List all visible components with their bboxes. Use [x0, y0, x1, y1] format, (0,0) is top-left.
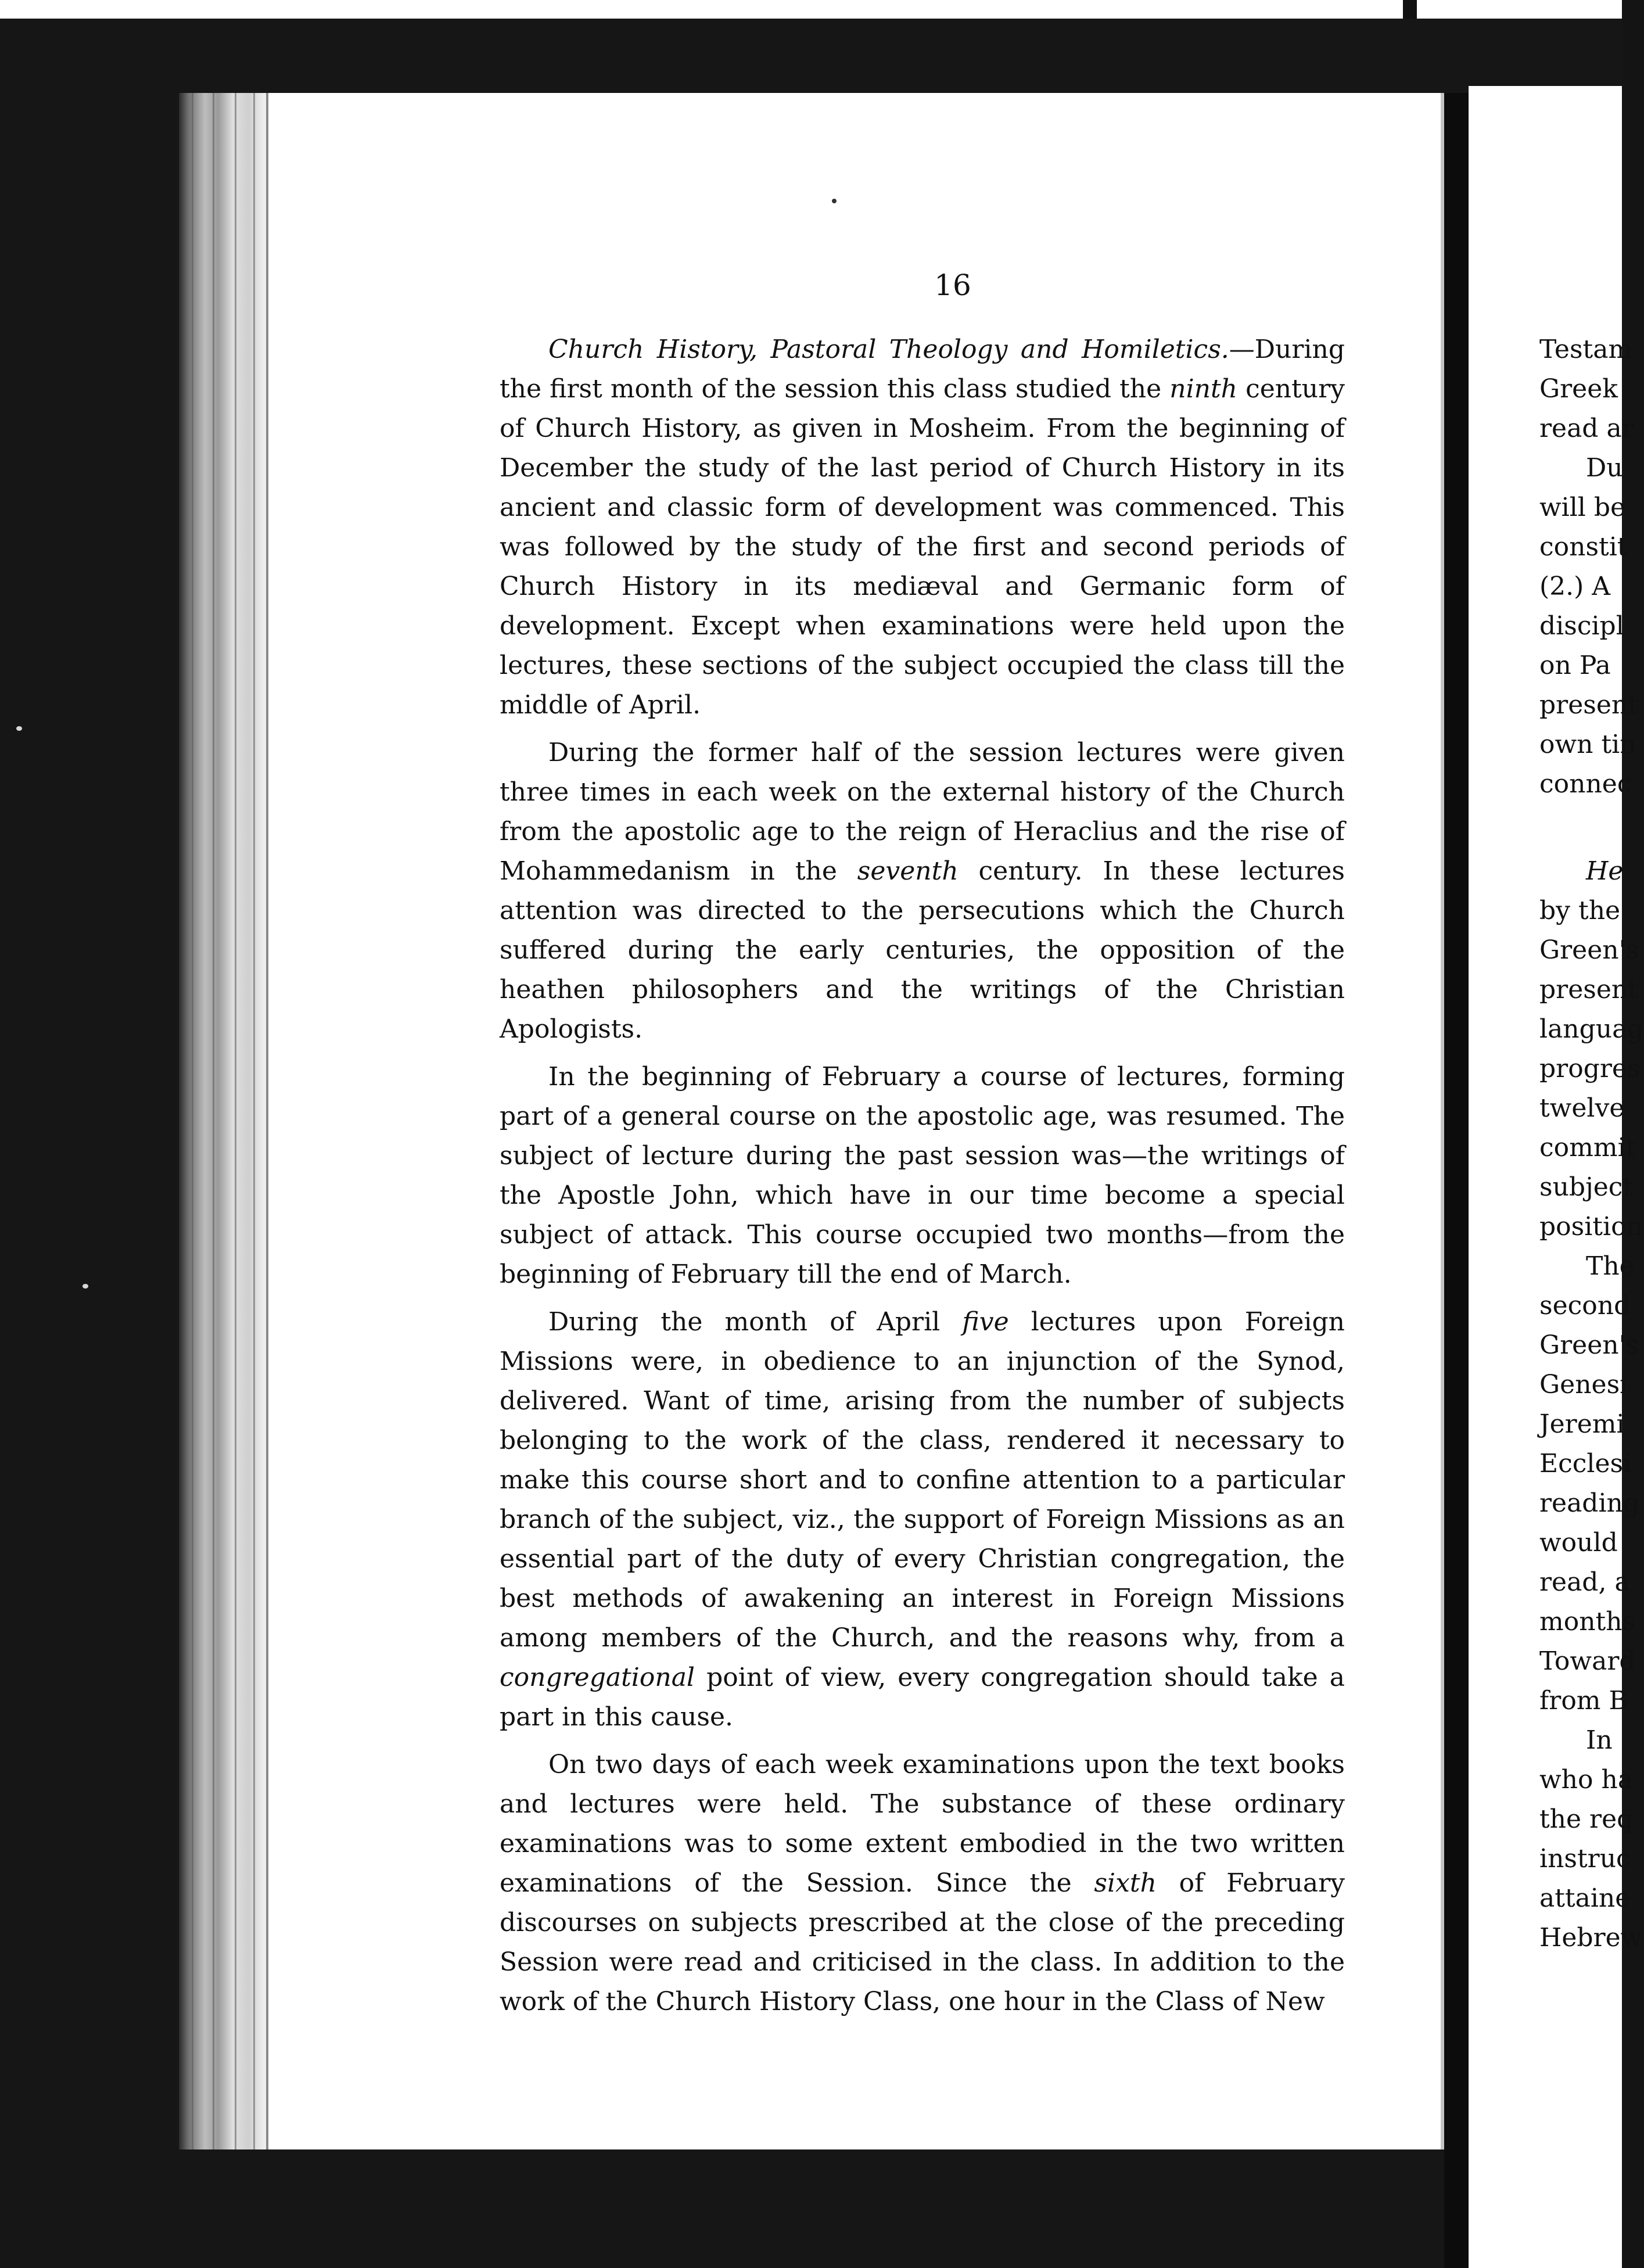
facing-line: The — [1586, 1251, 1635, 1281]
facing-line: connec — [1539, 769, 1632, 799]
stacked-page-edges — [179, 93, 266, 2149]
facing-line: months — [1539, 1607, 1636, 1637]
page-edge-ridge — [235, 93, 236, 2149]
facing-line: Toward — [1539, 1646, 1636, 1676]
scan-speck — [82, 1284, 88, 1289]
facing-line: Green's — [1539, 1330, 1639, 1360]
facing-line: Greek — [1539, 374, 1618, 404]
facing-line: discipl — [1539, 611, 1624, 641]
facing-line: subject — [1539, 1172, 1634, 1202]
emphasis-seventh: seventh — [857, 856, 959, 886]
facing-line: Testam — [1539, 335, 1633, 364]
paragraph-examinations — [500, 1745, 1345, 2022]
facing-line: Green's — [1539, 935, 1639, 965]
facing-line: present — [1539, 975, 1638, 1004]
facing-line: reading — [1539, 1488, 1640, 1518]
paragraph-foreign-missions — [500, 1302, 1345, 1737]
page-edge-ridge — [192, 93, 193, 2149]
text-run: century of Church History, as given in Mosheim. From the beginning of December the study of the last period of Church History in its ancient and classic form of development was commenced. This was followed by the study of the first and second periods of Church History in its mediæval and Germanic form of development. Except when examinations were held upon the lectures, these sections of the subject occupied the class till the middle of April. — [500, 374, 1345, 720]
facing-line: Jeremi — [1539, 1409, 1625, 1439]
text-run: During the month of April — [548, 1307, 963, 1337]
facing-line: He — [1586, 856, 1624, 886]
facing-line: who ha — [1539, 1765, 1634, 1795]
page-edge-ridge — [253, 93, 255, 2149]
paragraph-lectures-former-half — [500, 733, 1345, 1049]
facing-line: (2.) A — [1539, 572, 1611, 601]
page-number: 16 — [934, 268, 971, 302]
facing-line: instruc — [1539, 1844, 1631, 1874]
facing-line: by the — [1539, 896, 1621, 925]
facing-line: commit — [1539, 1133, 1636, 1162]
scan-speck — [832, 199, 837, 203]
facing-line: from B — [1539, 1686, 1628, 1716]
facing-line: Genesi — [1539, 1370, 1628, 1399]
emphasis-congregational: congregational — [500, 1663, 695, 1692]
facing-page-text — [1539, 330, 1644, 1958]
facing-line: read, a — [1539, 1567, 1630, 1597]
text-run: of February discourses on subjects prescribed at the close of the preceding Session were read and criticised in the class. In addition to the work of the Church History Class, one hour in the Class of New — [500, 1868, 1345, 2016]
facing-line: twelve — [1539, 1093, 1625, 1123]
facing-line: Ecclesi — [1539, 1449, 1632, 1478]
facing-line: languag — [1539, 1014, 1644, 1044]
text-run: lectures upon Foreign Missions were, in obedience to an injunction of the Synod, delivered. Want of time, arising from the number of subjects belonging to the work of the class, rendered it necessary to make this course short and to confine attention to a particular branch of the subject, viz., the support of Foreign Missions as an essential part of the duty of every Christian congregation, the best methods of awakening an interest in Foreign Missions among members of the Church, and the reasons why, from a — [500, 1307, 1345, 1653]
facing-line: the req — [1539, 1804, 1634, 1834]
text-run: On two days of each week examinations upon the text books and lectures were held. The substance of these ordinary examinations was to some extent embodied in the two written examinations of the Session. Since the — [500, 1750, 1345, 1898]
main-text-block — [500, 330, 1345, 2022]
emphasis-five: five — [962, 1307, 1009, 1337]
text-run: century. In these lectures attention was directed to the persecutions which the Church suffered during the early centuries, the opposition of the heathen philosophers and the writings of the Christian Apologists. — [500, 856, 1345, 1044]
facing-line: on Pa — [1539, 651, 1611, 680]
facing-line: own tin — [1539, 730, 1636, 759]
facing-line: In — [1586, 1725, 1613, 1755]
text-run: During the former half of the session lectures were given three times in each week on the external history of the Church from the apostolic age to the reign of Heraclius and the rise of Mohammedanism in the — [500, 738, 1345, 886]
emphasis-sixth: sixth — [1094, 1868, 1157, 1898]
facing-line: would — [1539, 1528, 1618, 1558]
facing-line: second — [1539, 1291, 1631, 1320]
facing-line: progres — [1539, 1054, 1641, 1083]
top-margin-strip — [0, 0, 1622, 19]
emphasis-ninth: ninth — [1169, 374, 1238, 404]
facing-line: position — [1539, 1212, 1643, 1241]
spine-notch — [1403, 0, 1417, 19]
facing-line: Du — [1586, 453, 1623, 483]
facing-line: present — [1539, 690, 1638, 720]
paragraph-february-course: In the beginning of February a course of lectures, forming part of a general course on the apostolic age, was resumed. The subject of lecture during the past session was—the writings of the Apostle John, which have in our time become a special subject of attack. This course occupied two months—from the beginning of February till the end of March. — [500, 1062, 1345, 1289]
facing-line-spacer — [1539, 804, 1622, 852]
center-gutter — [1444, 93, 1469, 2268]
facing-line: will be — [1539, 493, 1626, 522]
facing-line: attaine — [1539, 1883, 1631, 1913]
facing-line: Hebrew — [1539, 1923, 1643, 1953]
paragraph-church-history — [500, 330, 1345, 725]
text-run: point of view, every congregation should take a part in this cause. — [500, 1663, 1345, 1732]
facing-line: read ar — [1539, 414, 1634, 443]
binding-line — [266, 93, 268, 2149]
section-heading: Church History, Pastoral Theology and Homiletics. — [548, 335, 1229, 364]
scan-speck — [16, 726, 22, 731]
page-edge-ridge — [213, 93, 214, 2149]
text-run: —During the first month of the session this class studied the — [500, 335, 1345, 404]
facing-line: constit — [1539, 532, 1628, 562]
